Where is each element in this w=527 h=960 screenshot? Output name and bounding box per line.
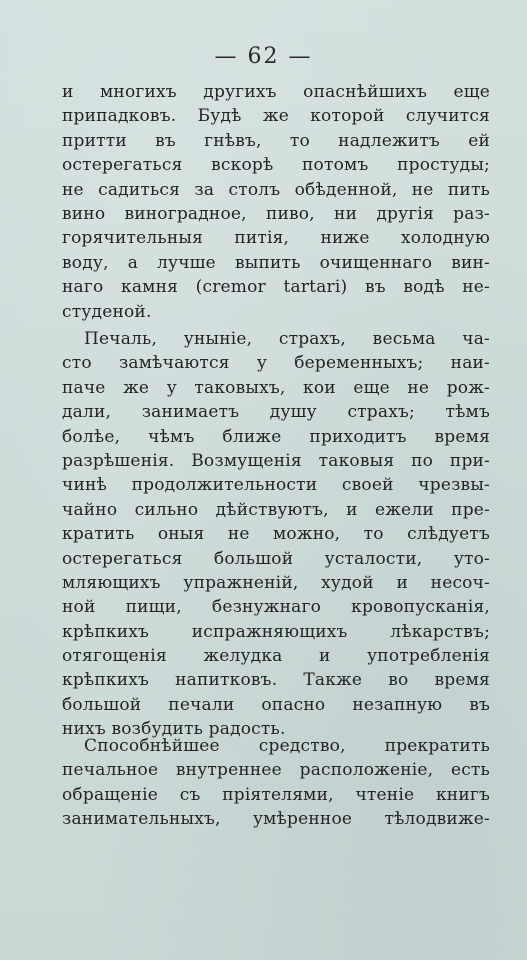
text-line: Печаль, уныніе, страхъ, весьма ча- <box>84 329 490 349</box>
text-line: Способнѣйшее средство, прекратить <box>84 736 490 756</box>
text-line: и многихъ другихъ опаснѣйшихъ еще <box>62 82 490 102</box>
text-line: чинѣ продолжительности своей чрезвы- <box>62 475 490 496</box>
text-line: отягощенія желудка и употребленія <box>62 646 490 667</box>
text-line: нихъ возбудить радость. <box>62 719 286 740</box>
text-line: притти въ гнѣвъ, то надлежитъ ей <box>62 130 490 151</box>
text-line: воду, а лучше выпить очищеннаго вин- <box>62 252 490 273</box>
text-line: наго камня (cremor tartari) въ водѣ не- <box>62 277 490 298</box>
text-line: кратить оныя не можно, то слѣдуетъ <box>62 524 490 545</box>
paragraph-2 <box>62 327 490 742</box>
text-line: горячительныя питія, ниже холодную <box>62 228 490 249</box>
text-line: занимательныхъ, умѣренное тѣлодвиже- <box>62 809 490 830</box>
text-line: чайно сильно дѣйствуютъ, и ежели пре- <box>62 499 490 520</box>
paragraph-3 <box>62 734 490 832</box>
text-line: крѣпкихъ испражняющихъ лѣкарствъ; <box>62 621 490 642</box>
text-line: остерегаться большой усталости, уто- <box>62 548 490 569</box>
text-line: ной пищи, безнужнаго кровопусканія, <box>62 597 490 618</box>
text-line: студеной. <box>62 301 152 322</box>
text-line: припадковъ. Будѣ же которой случится <box>62 106 490 127</box>
page-number: — 62 — <box>214 44 313 69</box>
paragraph-1 <box>62 80 490 324</box>
text-line: мляющихъ упражненій, худой и несоч- <box>62 572 490 593</box>
text-line: крѣпкихъ напитковъ. Также во время <box>62 670 490 691</box>
text-line: обращеніе съ пріятелями, чтеніе книгъ <box>62 784 490 805</box>
text-line: печальное внутреннее расположеніе, есть <box>62 760 490 781</box>
text-line: разрѣшенія. Возмущенія таковыя по при- <box>62 450 490 471</box>
text-line: паче же у таковыхъ, кои еще не рож- <box>62 377 490 398</box>
text-line: вино виноградное, пиво, ни другія раз- <box>62 203 490 224</box>
text-line: сто замѣчаются у беременныхъ; наи- <box>62 353 490 374</box>
text-line: болѣе, чѣмъ ближе приходитъ время <box>62 426 490 447</box>
text-line: остерегаться вскорѣ потомъ простуды; <box>62 155 490 176</box>
text-line: большой печали опасно незапную въ <box>62 694 490 715</box>
text-line: не садиться за столъ обѣденной, не пить <box>62 179 490 200</box>
text-line: дали, занимаетъ душу страхъ; тѣмъ <box>62 402 490 423</box>
